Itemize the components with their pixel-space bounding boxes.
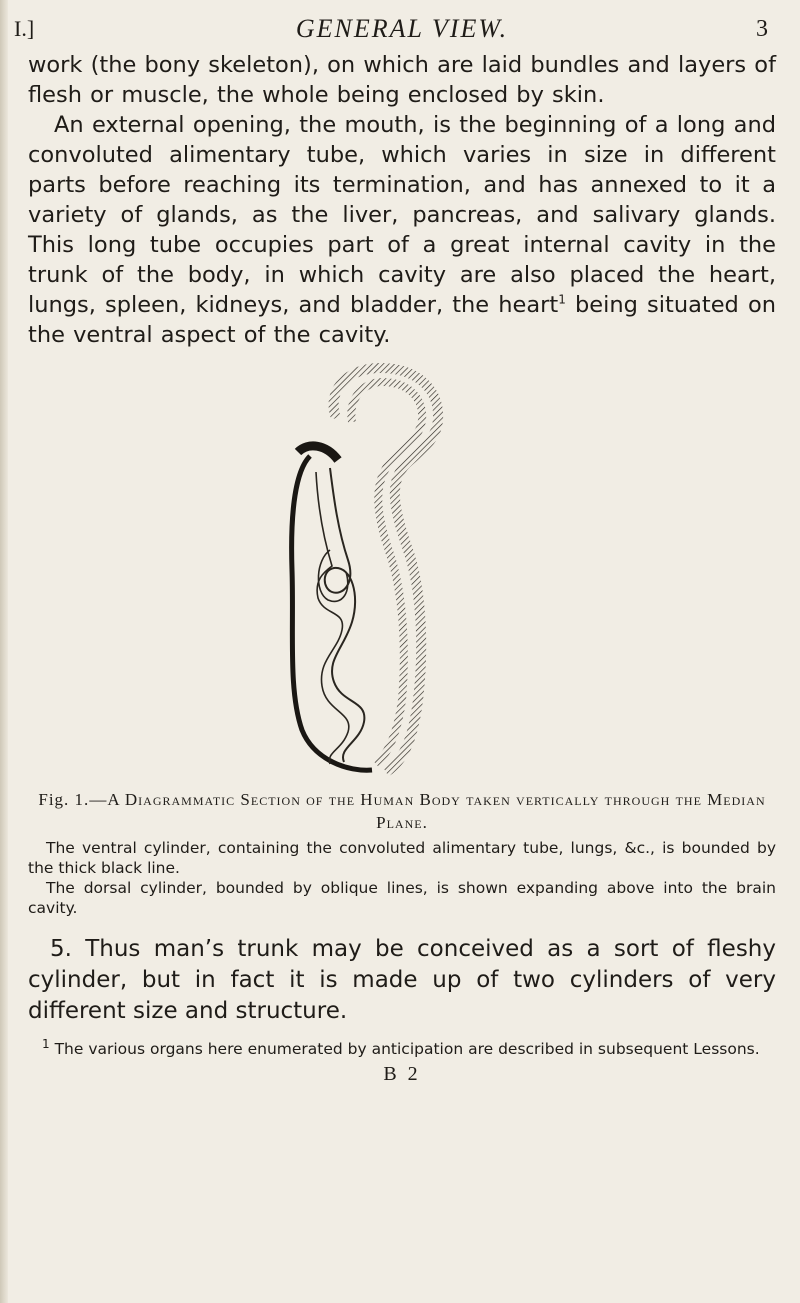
page-gutter: [0, 0, 8, 1303]
running-title: GENERAL VIEW.: [295, 14, 509, 43]
book-page: [14, 14, 776, 1086]
ventral-cylinder-outline: [292, 456, 372, 770]
mouth-cavity: [298, 446, 338, 460]
section-5-paragraph: 5. Thus man’s trunk may be conceived as a sort of fleshy cylinder, but in fact it is made up of two cylinders of very different size and structure.: [28, 936, 776, 1024]
paragraph-alimentary: [28, 110, 776, 350]
footnote-mark: 1: [42, 1036, 50, 1051]
alimentary-tube-wall: [316, 472, 349, 764]
footnote-reference: 1: [558, 292, 566, 307]
lung-loop: [318, 550, 347, 601]
paragraph-alimentary-text: An external opening, the mouth, is the beginning of a long and convoluted alimentary tube, which varies in size in different parts before reaching its termination, and has annexed to it a variety of glands, as the liver, pancreas, and salivary glands. This long tube occupies part of a great internal cavity in the trunk of the body, in which cavity are also placed the heart, lungs, spleen, kidneys, and bladder, the heart: [28, 112, 776, 318]
running-head: [14, 14, 776, 50]
page-number: 3: [756, 16, 768, 42]
figure-note-ventral: The ventral cylinder, containing the convoluted alimentary tube, lungs, &c., is bounded by the thick black line.: [28, 839, 776, 877]
signature-mark: B 2: [383, 1063, 421, 1085]
paragraph-continued: work (the bony skeleton), on which are laid bundles and layers of flesh or muscle, the whole being enclosed by skin.: [28, 52, 776, 108]
figure-note-dorsal: The dorsal cylinder, bounded by oblique lines, is shown expanding above into the brain cavity.: [28, 879, 776, 917]
figure-caption: [28, 788, 776, 834]
footnote-text: The various organs here enumerated by anticipation are described in subsequent Lessons.: [49, 1040, 760, 1058]
median-section-diagram: [268, 360, 458, 780]
figure-label: Fig. 1.: [38, 790, 90, 809]
figure-1: [28, 360, 776, 780]
figure-caption-text: —A Diagrammatic Section of the Human Body taken vertically through the Median Plane.: [89, 790, 766, 832]
footnote: [28, 1036, 776, 1059]
paragraph-alimentary-tail: being situated on the ventral aspect of the cavity.: [28, 292, 776, 348]
chapter-mark: I.]: [14, 16, 35, 41]
